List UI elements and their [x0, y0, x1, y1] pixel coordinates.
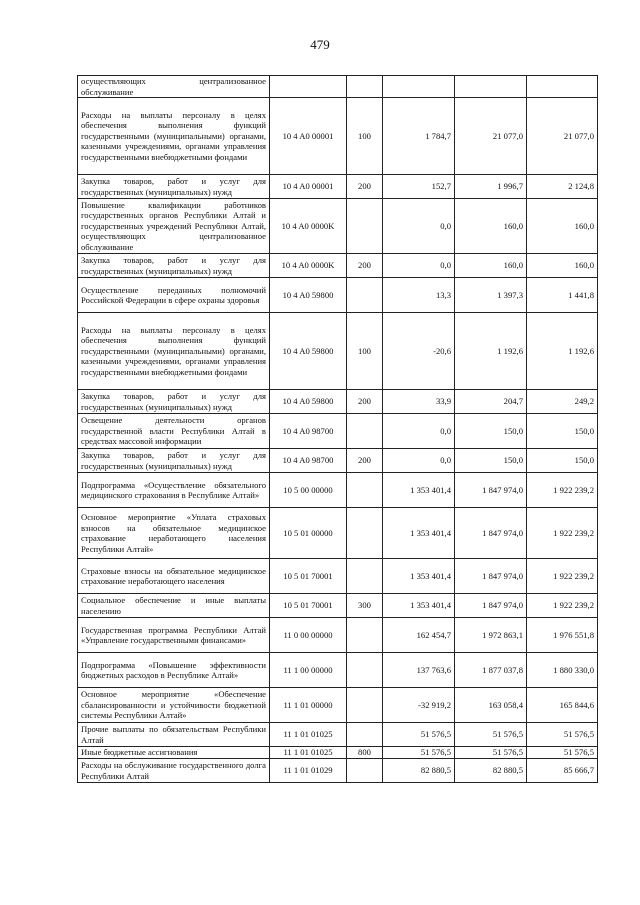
amount-cell-3: 1 976 551,8	[527, 618, 598, 653]
amount-cell-1: 1 353 401,4	[383, 508, 455, 559]
amount-cell-3: 165 844,6	[527, 688, 598, 723]
amount-cell-2: 1 972 863,1	[455, 618, 527, 653]
amount-cell-1: 1 353 401,4	[383, 473, 455, 508]
amount-cell-2: 1 847 974,0	[455, 508, 527, 559]
table-row	[78, 559, 598, 594]
amount-cell-2: 51 576,5	[455, 747, 527, 759]
row-description: Закупка товаров, работ и услуг для государственных (муниципальных) нужд	[78, 254, 270, 278]
target-code-cell: 11 0 00 00000	[270, 618, 347, 653]
table-row	[78, 723, 598, 747]
amount-cell-1: 0,0	[383, 254, 455, 278]
expense-type-cell: 200	[347, 449, 383, 473]
expense-type-cell	[347, 76, 383, 98]
row-description: Осуществление переданных полномочий Российской Федерации в сфере охраны здоровья	[78, 278, 270, 313]
amount-cell-1: 51 576,5	[383, 723, 455, 747]
row-description: Основное мероприятие «Уплата страховых взносов на обязательное медицинское страхование неработающего населения Республики Алтай»	[78, 508, 270, 559]
table-row	[78, 747, 598, 759]
amount-cell-1: 1 353 401,4	[383, 559, 455, 594]
table-row	[78, 594, 598, 618]
row-description: Страховые взносы на обязательное медицинское страхование неработающего населения	[78, 559, 270, 594]
table-row	[78, 76, 598, 98]
amount-cell-2: 1 192,6	[455, 313, 527, 390]
target-code-cell: 10 4 A0 59800	[270, 390, 347, 414]
amount-cell-3: 150,0	[527, 414, 598, 449]
expense-type-cell	[347, 508, 383, 559]
amount-cell-2: 204,7	[455, 390, 527, 414]
table-row	[78, 254, 598, 278]
target-code-cell: 10 4 A0 59800	[270, 278, 347, 313]
budget-table	[77, 75, 598, 783]
amount-cell-1: 51 576,5	[383, 747, 455, 759]
expense-type-cell: 100	[347, 98, 383, 175]
target-code-cell	[270, 76, 347, 98]
amount-cell-2: 82 880,5	[455, 759, 527, 783]
expense-type-cell: 100	[347, 313, 383, 390]
table-row	[78, 508, 598, 559]
target-code-cell: 10 4 A0 0000K	[270, 199, 347, 254]
amount-cell-1: -20,6	[383, 313, 455, 390]
amount-cell-1: 1 353 401,4	[383, 594, 455, 618]
target-code-cell: 10 4 A0 59800	[270, 313, 347, 390]
amount-cell-2: 1 397,3	[455, 278, 527, 313]
amount-cell-2: 150,0	[455, 449, 527, 473]
amount-cell-3: 150,0	[527, 449, 598, 473]
expense-type-cell	[347, 653, 383, 688]
row-description: Освещение деятельности органов государственной власти Республики Алтай в средствах массовой информации	[78, 414, 270, 449]
expense-type-cell: 200	[347, 390, 383, 414]
amount-cell-3: 1 922 239,2	[527, 559, 598, 594]
target-code-cell: 10 5 01 70001	[270, 559, 347, 594]
amount-cell-3: 1 192,6	[527, 313, 598, 390]
target-code-cell: 10 5 01 00000	[270, 508, 347, 559]
table-row	[78, 199, 598, 254]
amount-cell-2: 1 847 974,0	[455, 594, 527, 618]
table-row	[78, 313, 598, 390]
amount-cell-2: 150,0	[455, 414, 527, 449]
budget-table-body	[78, 76, 598, 783]
table-row	[78, 278, 598, 313]
table-row	[78, 390, 598, 414]
expense-type-cell: 300	[347, 594, 383, 618]
row-description: Прочие выплаты по обязательствам Республики Алтай	[78, 723, 270, 747]
expense-type-cell	[347, 199, 383, 254]
target-code-cell: 11 1 01 01025	[270, 723, 347, 747]
expense-type-cell: 200	[347, 254, 383, 278]
table-row	[78, 759, 598, 783]
amount-cell-1: 82 880,5	[383, 759, 455, 783]
amount-cell-2: 163 058,4	[455, 688, 527, 723]
amount-cell-3: 51 576,5	[527, 747, 598, 759]
target-code-cell: 10 4 A0 0000K	[270, 254, 347, 278]
target-code-cell: 10 5 00 00000	[270, 473, 347, 508]
amount-cell-3: 249,2	[527, 390, 598, 414]
amount-cell-1: 137 763,6	[383, 653, 455, 688]
amount-cell-2: 1 996,7	[455, 175, 527, 199]
table-row	[78, 449, 598, 473]
amount-cell-2: 1 847 974,0	[455, 559, 527, 594]
target-code-cell: 10 4 A0 00001	[270, 98, 347, 175]
amount-cell-2: 1 877 037,8	[455, 653, 527, 688]
target-code-cell: 11 1 01 00000	[270, 688, 347, 723]
amount-cell-1: 0,0	[383, 414, 455, 449]
row-description: Социальное обеспечение и иные выплаты населению	[78, 594, 270, 618]
amount-cell-3: 1 922 239,2	[527, 508, 598, 559]
expense-type-cell	[347, 278, 383, 313]
table-row	[78, 618, 598, 653]
expense-type-cell	[347, 618, 383, 653]
amount-cell-3: 160,0	[527, 199, 598, 254]
amount-cell-3: 21 077,0	[527, 98, 598, 175]
amount-cell-1	[383, 76, 455, 98]
row-description: Закупка товаров, работ и услуг для государственных (муниципальных) нужд	[78, 390, 270, 414]
target-code-cell: 10 5 01 70001	[270, 594, 347, 618]
row-description: Расходы на обслуживание государственного долга Республики Алтай	[78, 759, 270, 783]
amount-cell-3: 2 124,8	[527, 175, 598, 199]
amount-cell-1: 33,9	[383, 390, 455, 414]
row-description: Закупка товаров, работ и услуг для государственных (муниципальных) нужд	[78, 449, 270, 473]
table-row	[78, 653, 598, 688]
row-description: Закупка товаров, работ и услуг для государственных (муниципальных) нужд	[78, 175, 270, 199]
expense-type-cell: 200	[347, 175, 383, 199]
amount-cell-1: -32 919,2	[383, 688, 455, 723]
table-row	[78, 473, 598, 508]
amount-cell-1: 162 454,7	[383, 618, 455, 653]
amount-cell-1: 152,7	[383, 175, 455, 199]
amount-cell-3: 1 441,8	[527, 278, 598, 313]
expense-type-cell	[347, 414, 383, 449]
expense-type-cell: 800	[347, 747, 383, 759]
row-description: осуществляющих централизованное обслуживание	[78, 76, 270, 98]
amount-cell-2: 1 847 974,0	[455, 473, 527, 508]
row-description: Подпрограмма «Повышение эффективности бюджетных расходов в Республике Алтай»	[78, 653, 270, 688]
table-row	[78, 98, 598, 175]
amount-cell-2	[455, 76, 527, 98]
table-row	[78, 175, 598, 199]
amount-cell-3: 1 880 330,0	[527, 653, 598, 688]
expense-type-cell	[347, 688, 383, 723]
target-code-cell: 10 4 A0 98700	[270, 414, 347, 449]
amount-cell-2: 21 077,0	[455, 98, 527, 175]
amount-cell-2: 51 576,5	[455, 723, 527, 747]
row-description: Повышение квалификации работников государственных органов Республики Алтай и государственных учреждений Республики Алтай, осуществляющих централизованное обслуживание	[78, 199, 270, 254]
row-description: Государственная программа Республики Алтай «Управление государственными финансами»	[78, 618, 270, 653]
row-description: Расходы на выплаты персоналу в целях обеспечения выполнения функций государственными (муниципальными) органами, казенными учреждениями, органами управления государственными внебюджетными фондами	[78, 98, 270, 175]
amount-cell-3: 51 576,5	[527, 723, 598, 747]
row-description: Подпрограмма «Осуществление обязательного медицинского страхования в Республике Алтай»	[78, 473, 270, 508]
target-code-cell: 11 1 01 01025	[270, 747, 347, 759]
expense-type-cell	[347, 759, 383, 783]
amount-cell-3	[527, 76, 598, 98]
amount-cell-3: 1 922 239,2	[527, 473, 598, 508]
target-code-cell: 10 4 A0 00001	[270, 175, 347, 199]
row-description: Иные бюджетные ассигнования	[78, 747, 270, 759]
amount-cell-1: 0,0	[383, 199, 455, 254]
expense-type-cell	[347, 723, 383, 747]
table-row	[78, 688, 598, 723]
amount-cell-2: 160,0	[455, 199, 527, 254]
target-code-cell: 11 1 00 00000	[270, 653, 347, 688]
amount-cell-1: 1 784,7	[383, 98, 455, 175]
amount-cell-3: 85 666,7	[527, 759, 598, 783]
expense-type-cell	[347, 473, 383, 508]
amount-cell-1: 0,0	[383, 449, 455, 473]
page-number: 479	[310, 37, 330, 52]
row-description: Расходы на выплаты персоналу в целях обеспечения выполнения функций государственными (муниципальными) органами, казенными учреждениями, органами управления государственными внебюджетными фондами	[78, 313, 270, 390]
expense-type-cell	[347, 559, 383, 594]
row-description: Основное мероприятие «Обеспечение сбалансированности и устойчивости бюджетной системы Республики Алтай»	[78, 688, 270, 723]
target-code-cell: 10 4 A0 98700	[270, 449, 347, 473]
amount-cell-3: 160,0	[527, 254, 598, 278]
table-row	[78, 414, 598, 449]
amount-cell-1: 13,3	[383, 278, 455, 313]
target-code-cell: 11 1 01 01029	[270, 759, 347, 783]
amount-cell-3: 1 922 239,2	[527, 594, 598, 618]
amount-cell-2: 160,0	[455, 254, 527, 278]
